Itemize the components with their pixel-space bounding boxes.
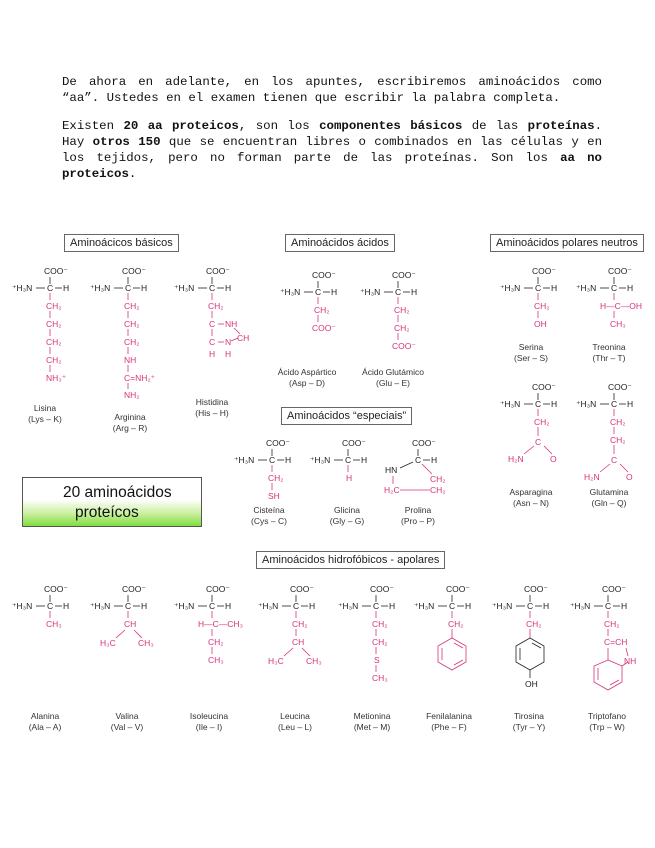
- svg-text:CH₃: CH₃: [138, 638, 154, 648]
- structure-glutamina: [576, 382, 633, 482]
- badge-line-1: 20 aminoácidos: [63, 484, 172, 501]
- svg-text:H: H: [225, 349, 232, 359]
- svg-text:H—C—OH: H—C—OH: [600, 301, 643, 311]
- svg-text:COO⁻: COO⁻: [44, 584, 68, 594]
- group-label-acidos: Aminoácidos ácidos: [285, 234, 395, 252]
- svg-text:COO⁻: COO⁻: [608, 266, 632, 276]
- label-glicina: Glicina (Gly – G): [329, 505, 365, 526]
- svg-text:CH: CH: [292, 637, 305, 647]
- svg-text:CH₂: CH₂: [208, 637, 224, 647]
- svg-text:COO⁻: COO⁻: [524, 584, 548, 594]
- svg-text:N: N: [225, 337, 232, 347]
- svg-text:H: H: [285, 455, 292, 465]
- svg-text:H₃C: H₃C: [268, 656, 284, 666]
- svg-text:⁺H₃N: ⁺H₃N: [500, 283, 521, 293]
- svg-text:C: C: [611, 455, 618, 465]
- svg-text:⁺H₃N: ⁺H₃N: [90, 601, 111, 611]
- svg-text:C: C: [415, 455, 422, 465]
- svg-text:C: C: [209, 337, 216, 347]
- structure-metionina: [338, 584, 395, 683]
- svg-text:COO⁻: COO⁻: [312, 323, 336, 333]
- label-treonina: Treonina (Thr – T): [592, 342, 626, 363]
- svg-text:CH₃: CH₃: [610, 319, 626, 329]
- svg-text:C: C: [605, 601, 612, 611]
- svg-text:NH₂: NH₂: [124, 390, 140, 400]
- structure-lisina: [12, 266, 69, 383]
- svg-text:⁺H₃N: ⁺H₃N: [576, 399, 597, 409]
- svg-text:COO⁻: COO⁻: [266, 438, 290, 448]
- svg-text:CH₂: CH₂: [534, 301, 550, 311]
- svg-text:C: C: [47, 283, 54, 293]
- svg-text:COO⁻: COO⁻: [122, 584, 146, 594]
- label-leucina: Leucina (Leu – L): [277, 711, 313, 732]
- svg-text:H: H: [63, 601, 70, 611]
- svg-text:H₂C: H₂C: [384, 485, 400, 495]
- svg-text:CH₂: CH₂: [124, 301, 140, 311]
- svg-text:C: C: [535, 399, 542, 409]
- structure-asparagina: [500, 382, 557, 464]
- svg-text:H₂N: H₂N: [584, 472, 600, 482]
- svg-text:COO⁻: COO⁻: [312, 270, 336, 280]
- label-histidina: Histidina (His – H): [195, 397, 229, 418]
- group-label-basicos: Aminoácicos básicos: [64, 234, 179, 252]
- svg-text:CH₂: CH₂: [46, 301, 62, 311]
- svg-text:C: C: [373, 601, 380, 611]
- svg-text:COO⁻: COO⁻: [608, 382, 632, 392]
- svg-text:H: H: [346, 473, 353, 483]
- svg-text:CH: CH: [237, 333, 250, 343]
- svg-text:H: H: [627, 399, 634, 409]
- svg-text:CH₂: CH₂: [534, 417, 550, 427]
- svg-text:CH₃: CH₃: [46, 619, 62, 629]
- svg-text:⁺H₃N: ⁺H₃N: [310, 455, 331, 465]
- svg-text:H₂N: H₂N: [508, 454, 524, 464]
- svg-text:H: H: [141, 283, 148, 293]
- svg-text:CH₃: CH₃: [372, 673, 388, 683]
- svg-text:OH: OH: [534, 319, 547, 329]
- svg-text:COO⁻: COO⁻: [392, 341, 416, 351]
- svg-text:H: H: [543, 601, 550, 611]
- group-label-hidrofobicos: Aminoácidos hidrofóbicos - apolares: [256, 551, 445, 569]
- svg-text:COO⁻: COO⁻: [602, 584, 626, 594]
- svg-text:H: H: [141, 601, 148, 611]
- svg-text:COO⁻: COO⁻: [532, 382, 556, 392]
- svg-text:COO⁻: COO⁻: [290, 584, 314, 594]
- label-metionina: Metionina (Met – M): [353, 711, 391, 732]
- structure-arginina: [90, 266, 156, 400]
- svg-text:CH₂: CH₂: [124, 337, 140, 347]
- svg-text:⁺H₃N: ⁺H₃N: [12, 601, 33, 611]
- structure-isoleucina: [174, 584, 243, 665]
- svg-text:⁺H₃N: ⁺H₃N: [414, 601, 435, 611]
- label-arginina: Arginina (Arg – R): [112, 412, 148, 433]
- svg-text:COO⁻: COO⁻: [206, 584, 230, 594]
- group-label-especiais: Aminoácidos “especiais”: [281, 407, 412, 425]
- structure-tirosina: [492, 584, 549, 689]
- svg-text:NH₃⁺: NH₃⁺: [46, 373, 67, 383]
- svg-text:H: H: [209, 349, 216, 359]
- svg-text:CH₂: CH₂: [46, 337, 62, 347]
- svg-text:SH: SH: [268, 491, 280, 501]
- svg-text:H: H: [465, 601, 472, 611]
- svg-text:C: C: [293, 601, 300, 611]
- svg-text:CH₂: CH₂: [394, 305, 410, 315]
- svg-text:COO⁻: COO⁻: [206, 266, 230, 276]
- label-prolina: Prolina (Pro – P): [400, 505, 435, 526]
- structure-valina: [90, 584, 154, 648]
- svg-text:C: C: [209, 601, 216, 611]
- svg-text:H: H: [361, 455, 368, 465]
- intro-paragraph-2: Existen 20 aa proteicos, son los componentes básicos de las proteínas. Hay otros 150 que se encuentran libres o combinados en las células y en los tejidos, pero no forman parte de las proteínas. Son los aa no proteicos.: [62, 119, 603, 181]
- svg-text:CH₂: CH₂: [46, 319, 62, 329]
- svg-text:C: C: [269, 455, 276, 465]
- svg-text:⁺H₃N: ⁺H₃N: [576, 283, 597, 293]
- structure-glutamico: [360, 270, 417, 351]
- svg-text:C: C: [535, 437, 542, 447]
- svg-text:OH: OH: [525, 679, 538, 689]
- svg-text:CH₂: CH₂: [372, 619, 388, 629]
- svg-text:⁺H₃N: ⁺H₃N: [570, 601, 591, 611]
- label-fenilalanina: Fenilalanina (Phe – F): [426, 711, 472, 732]
- svg-text:⁺H₃N: ⁺H₃N: [234, 455, 255, 465]
- label-alanina: Alanina (Ala – A): [28, 711, 62, 732]
- svg-text:COO⁻: COO⁻: [412, 438, 436, 448]
- svg-text:H—C—CH₃: H—C—CH₃: [198, 619, 244, 629]
- svg-text:C: C: [209, 283, 216, 293]
- label-serina: Serina (Ser – S): [513, 342, 548, 363]
- svg-text:NH: NH: [225, 319, 238, 329]
- svg-text:CH₂: CH₂: [124, 319, 140, 329]
- svg-text:H: H: [621, 601, 628, 611]
- svg-text:COO⁻: COO⁻: [392, 270, 416, 280]
- svg-text:CH₂: CH₂: [610, 435, 626, 445]
- svg-text:C: C: [449, 601, 456, 611]
- structure-triptofano: [570, 584, 636, 690]
- svg-text:COO⁻: COO⁻: [342, 438, 366, 448]
- svg-text:CH₂: CH₂: [394, 323, 410, 333]
- svg-text:⁺H₃N: ⁺H₃N: [258, 601, 279, 611]
- svg-text:C: C: [611, 399, 618, 409]
- svg-text:C: C: [209, 319, 216, 329]
- svg-text:H₃C: H₃C: [100, 638, 116, 648]
- svg-text:C: C: [125, 283, 132, 293]
- structure-alanina: [12, 584, 69, 629]
- svg-text:CH₂: CH₂: [430, 485, 446, 495]
- svg-text:CH₂: CH₂: [292, 619, 308, 629]
- svg-text:C: C: [395, 287, 402, 297]
- structure-leucina: [258, 584, 322, 666]
- svg-text:⁺H₃N: ⁺H₃N: [280, 287, 301, 297]
- svg-text:NH: NH: [124, 355, 137, 365]
- svg-text:COO⁻: COO⁻: [370, 584, 394, 594]
- svg-text:CH₂: CH₂: [448, 619, 464, 629]
- svg-text:⁺H₃N: ⁺H₃N: [12, 283, 33, 293]
- svg-text:COO⁻: COO⁻: [122, 266, 146, 276]
- label-triptofano: Triptofano (Trp – W): [588, 711, 626, 732]
- svg-text:H: H: [331, 287, 338, 297]
- svg-text:CH₂: CH₂: [268, 473, 284, 483]
- label-lisina: Lisina (Lys – K): [28, 403, 62, 424]
- svg-text:⁺H₃N: ⁺H₃N: [360, 287, 381, 297]
- group-label-polares: Aminoácidos polares neutros: [490, 234, 644, 252]
- svg-text:COO⁻: COO⁻: [532, 266, 556, 276]
- svg-text:HN: HN: [385, 465, 398, 475]
- svg-text:C: C: [611, 283, 618, 293]
- svg-text:C: C: [47, 601, 54, 611]
- label-valina: Valina (Val – V): [110, 711, 144, 732]
- svg-text:CH₃: CH₃: [208, 655, 224, 665]
- svg-text:H: H: [627, 283, 634, 293]
- svg-text:CH₂: CH₂: [208, 301, 224, 311]
- svg-text:⁺H₃N: ⁺H₃N: [174, 601, 195, 611]
- svg-text:H: H: [225, 601, 232, 611]
- label-glutamico: Ácido Glutámico (Glu – E): [362, 367, 424, 388]
- structure-cisteina: [234, 438, 291, 501]
- svg-text:C: C: [535, 283, 542, 293]
- svg-text:H: H: [431, 455, 438, 465]
- structure-prolina: [384, 438, 446, 495]
- svg-text:CH₂: CH₂: [526, 619, 542, 629]
- structure-treonina: [576, 266, 642, 329]
- svg-text:CH₂: CH₂: [610, 417, 626, 427]
- svg-text:C: C: [527, 601, 534, 611]
- svg-text:H: H: [411, 287, 418, 297]
- svg-text:O: O: [550, 454, 557, 464]
- svg-text:H: H: [551, 283, 558, 293]
- svg-text:C=NH₂⁺: C=NH₂⁺: [124, 373, 156, 383]
- svg-text:CH: CH: [124, 619, 137, 629]
- svg-text:CH₂: CH₂: [314, 305, 330, 315]
- svg-text:NH: NH: [624, 656, 637, 666]
- svg-text:CH₃: CH₃: [306, 656, 322, 666]
- svg-text:H: H: [225, 283, 232, 293]
- svg-text:C: C: [125, 601, 132, 611]
- svg-text:C: C: [315, 287, 322, 297]
- badge-line-2: proteícos: [75, 504, 139, 521]
- svg-text:H: H: [389, 601, 396, 611]
- label-isoleucina: Isoleucina (Ile – I): [189, 711, 229, 732]
- svg-text:CH₂: CH₂: [46, 355, 62, 365]
- svg-text:⁺H₃N: ⁺H₃N: [90, 283, 111, 293]
- svg-text:O: O: [626, 472, 633, 482]
- structure-serina: [500, 266, 557, 329]
- svg-text:H: H: [63, 283, 70, 293]
- svg-text:H: H: [551, 399, 558, 409]
- svg-text:⁺H₃N: ⁺H₃N: [492, 601, 513, 611]
- svg-text:C: C: [345, 455, 352, 465]
- svg-text:COO⁻: COO⁻: [446, 584, 470, 594]
- label-glutamina: Glutamina (Gln – Q): [589, 487, 629, 508]
- label-cisteina: Cisteína (Cys – C): [251, 505, 287, 526]
- svg-text:⁺H₃N: ⁺H₃N: [338, 601, 359, 611]
- svg-text:⁺H₃N: ⁺H₃N: [500, 399, 521, 409]
- structure-fenilalanina: [414, 584, 471, 670]
- svg-text:C=CH: C=CH: [604, 637, 628, 647]
- svg-text:CH₂: CH₂: [430, 474, 446, 484]
- label-tirosina: Tirosina (Tyr – Y): [512, 711, 546, 732]
- structure-histidina: [174, 266, 249, 359]
- svg-text:CH₂: CH₂: [604, 619, 620, 629]
- intro-paragraph-1: De ahora en adelante, en los apuntes, escribiremos aminoácidos como “aa”. Ustedes en el examen tienen que escribir la palabra completa.: [62, 75, 602, 105]
- structure-glicina: [310, 438, 367, 483]
- structure-aspartico: [280, 270, 337, 333]
- label-asparagina: Asparagina (Asn – N): [509, 487, 553, 508]
- svg-text:⁺H₃N: ⁺H₃N: [174, 283, 195, 293]
- svg-text:S: S: [374, 655, 380, 665]
- svg-text:COO⁻: COO⁻: [44, 266, 68, 276]
- svg-text:CH₂: CH₂: [372, 637, 388, 647]
- label-aspartico: Ácido Aspártico (Asp – D): [277, 367, 337, 388]
- svg-text:H: H: [309, 601, 316, 611]
